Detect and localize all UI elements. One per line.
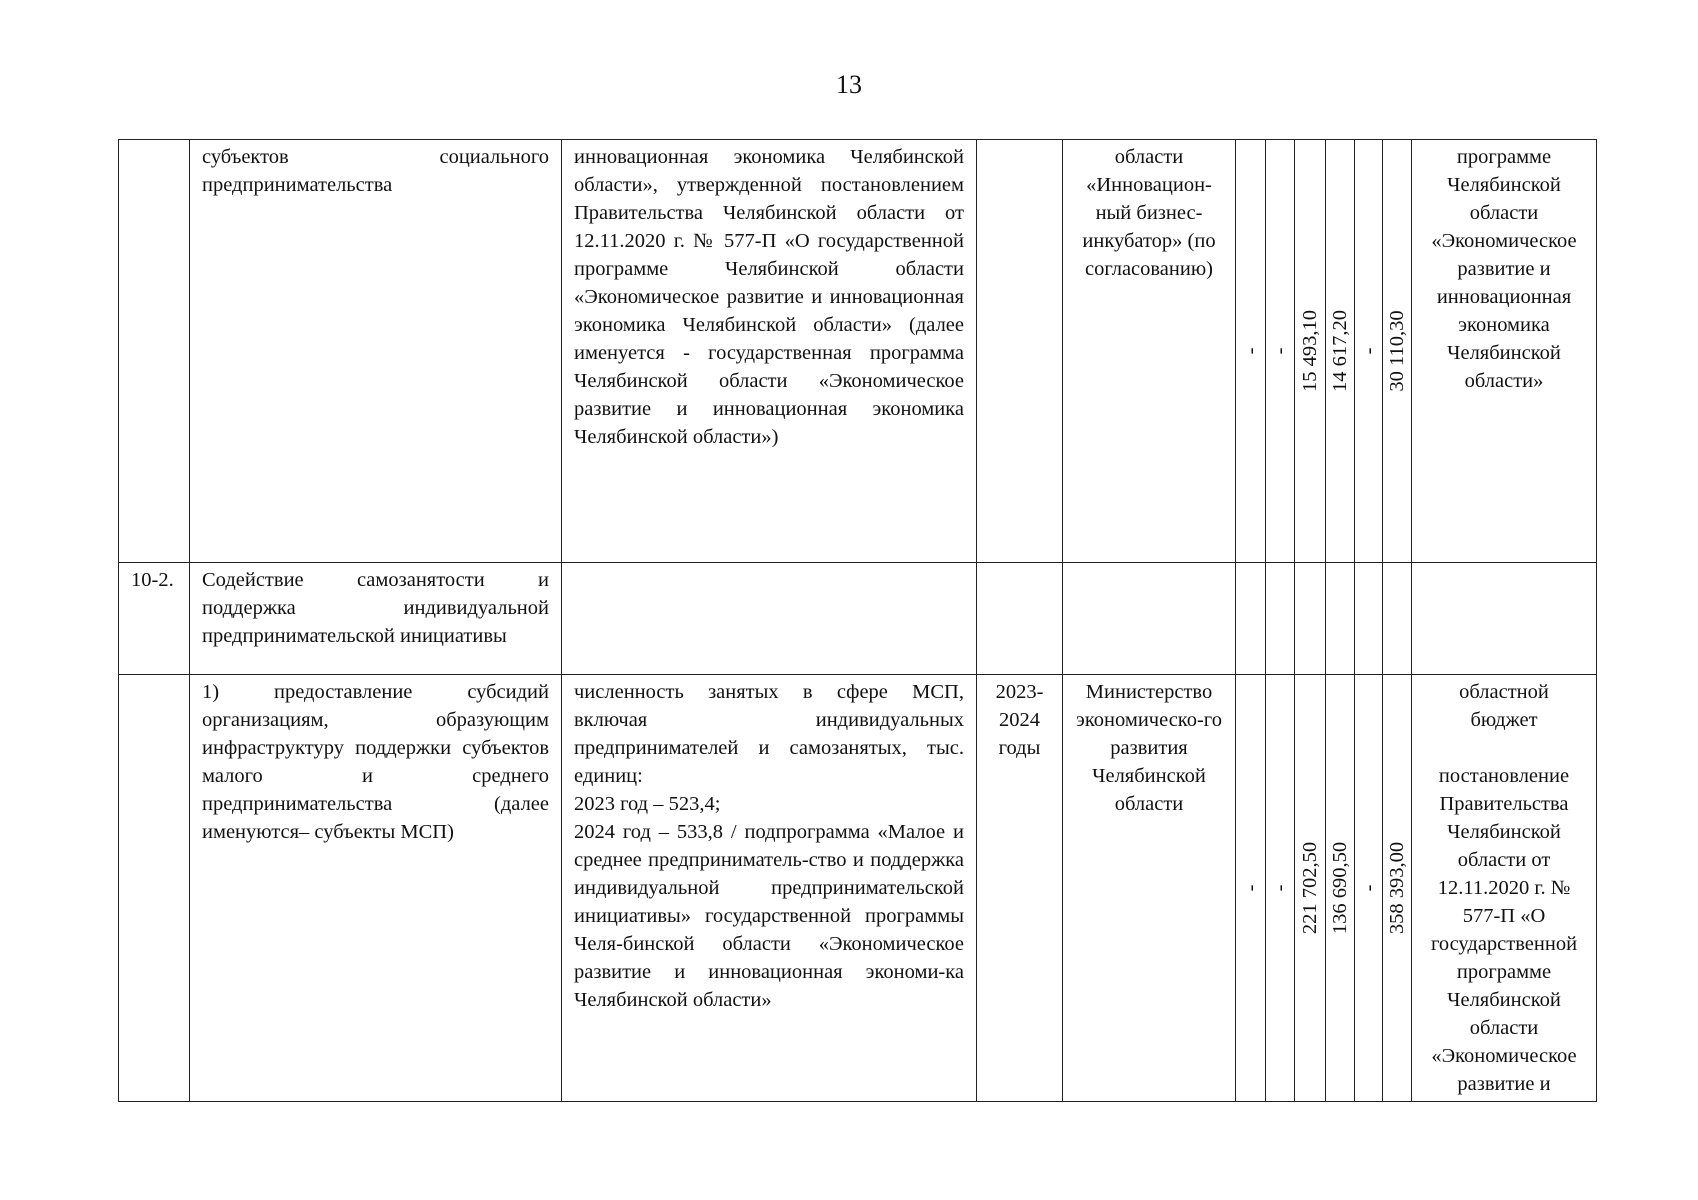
term-cell bbox=[977, 563, 1063, 675]
table-row bbox=[119, 563, 1597, 675]
amount-cell bbox=[1295, 140, 1326, 563]
amount-cell bbox=[1236, 675, 1266, 1102]
term-cell bbox=[977, 140, 1063, 563]
amount-cell bbox=[1326, 140, 1355, 563]
measure-name-cell: субъектов социального предпринимательства bbox=[190, 140, 562, 563]
amount-value: - bbox=[1357, 347, 1380, 355]
amount-cell bbox=[1355, 675, 1383, 1102]
measure-name-cell: Содействие самозанятости и поддержка индивидуальной предпринимательской инициативы bbox=[190, 563, 562, 675]
amount-value: 15 493,10 bbox=[1299, 310, 1321, 392]
row-number-cell bbox=[119, 140, 190, 563]
funding-source-cell bbox=[1412, 675, 1597, 1102]
amount-value: - bbox=[1239, 884, 1262, 892]
amount-value: - bbox=[1269, 347, 1291, 355]
row-number-cell: 10-2. bbox=[119, 563, 190, 675]
amount-cell bbox=[1295, 675, 1326, 1102]
funding-source-cell: программе Челябинской области «Экономическое развитие и инновационная экономика Челябинской области» bbox=[1412, 140, 1597, 563]
amount-cell bbox=[1236, 563, 1266, 675]
row-number-cell bbox=[119, 675, 190, 1102]
table-row bbox=[119, 140, 1597, 563]
executor-cell: Министерство экономическо-го развития Челябинской области bbox=[1063, 675, 1236, 1102]
executor-cell: области «Инновацион-ный бизнес-инкубатор» (по согласованию) bbox=[1063, 140, 1236, 563]
program-table bbox=[118, 139, 1597, 1102]
amount-value: - bbox=[1357, 884, 1380, 892]
executor-cell bbox=[1063, 563, 1236, 675]
amount-cell bbox=[1326, 563, 1355, 675]
amount-value: 14 617,20 bbox=[1329, 310, 1351, 392]
amount-cell bbox=[1236, 140, 1266, 563]
amount-value: 221 702,50 bbox=[1299, 841, 1321, 935]
amount-cell bbox=[1355, 140, 1383, 563]
amount-value: - bbox=[1269, 884, 1291, 892]
amount-cell bbox=[1266, 563, 1295, 675]
indicator-cell: численность занятых в сфере МСП, включая индивидуальных предпринимателей и самозанятых, тыс. единиц: 2023 год – 523,4; 2024 год – 533,8 / подпрограмма «Малое и среднее предприниматель-ство и поддержка индивидуальной предпринимательской инициативы» государственной программы Челя-бинской области «Экономическое развитие и инновационная экономи-ка Челябинской области» bbox=[562, 675, 977, 1102]
amount-total-cell bbox=[1383, 563, 1412, 675]
indicator-cell bbox=[562, 563, 977, 675]
amount-value: - bbox=[1239, 347, 1262, 355]
amount-cell bbox=[1266, 140, 1295, 563]
page-number: 13 bbox=[836, 70, 862, 99]
funding-source-budget: областной бюджет bbox=[1459, 681, 1549, 731]
amount-cell bbox=[1295, 563, 1326, 675]
funding-source-cell bbox=[1412, 563, 1597, 675]
table-row bbox=[119, 675, 1597, 1102]
amount-cell bbox=[1326, 675, 1355, 1102]
amount-total-cell bbox=[1383, 140, 1412, 563]
amount-total-cell bbox=[1383, 675, 1412, 1102]
amount-value: 136 690,50 bbox=[1329, 841, 1351, 935]
amount-total-value: 358 393,00 bbox=[1386, 841, 1408, 935]
measure-name-cell: 1) предоставление субсидий организациям, образующим инфраструктуру поддержки субъектов малого и среднего предпринимательства (далее именуются– субъекты МСП) bbox=[190, 675, 562, 1102]
indicator-cell: инновационная экономика Челябинской области», утвержденной постановлением Правительства Челябинской области от 12.11.2020 г. № 577-П «О государственной программе Челябинской области «Экономическое развитие и инновационная экономика Челябинской области» (далее именуется - государственная программа Челябинской области «Экономическое развитие и инновационная экономика Челябинской области») bbox=[562, 140, 977, 563]
amount-cell bbox=[1355, 563, 1383, 675]
term-cell: 2023-2024 годы bbox=[977, 675, 1063, 1102]
funding-source-basis: постановление Правительства Челябинской области от 12.11.2020 г. № 577-П «О государственной программе Челябинской области «Экономическое развитие и bbox=[1430, 765, 1578, 1095]
amount-cell bbox=[1266, 675, 1295, 1102]
amount-total-value: 30 110,30 bbox=[1386, 310, 1408, 392]
